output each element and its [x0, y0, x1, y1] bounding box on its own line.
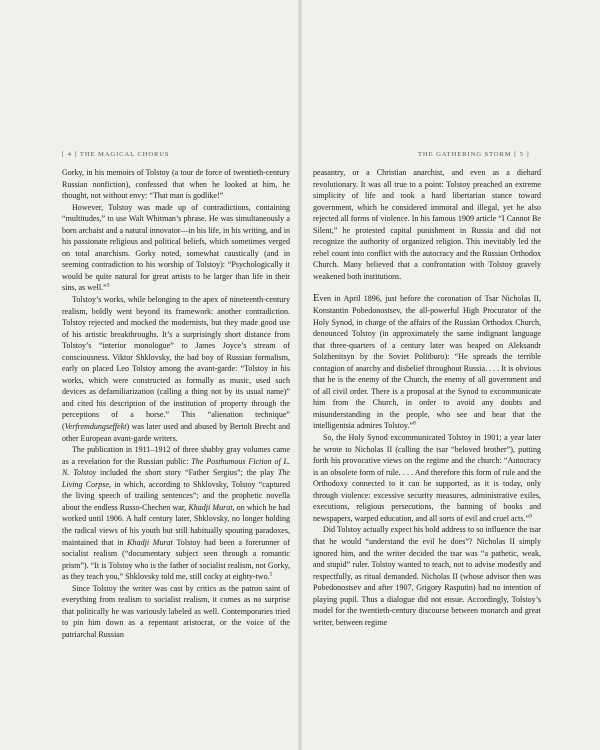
paragraph: The publication in 1911–1912 of three shabby gray volumes came as a revelation for the Russian public: The Posthumous Fiction of L. N. Tolstoy included the short story “Father Sergius”; the play The Living Corpse, in which, according to Shklovsky, Tolstoy “captured the living speech of trailing sentences”; and the prophetic novella about the endless Russo-Chechen war, Khadji Murat, on which he had worked until 1906. A half century later, Shklovsky, no longer holding the radical views of his youth but still habitually spouting paradoxes, maintained that in Khadji Murat Tolstoy had been a forerunner of socialist realism (“documentary subject seen through a romantic prism”). “It is Tolstoy who is the father of socialist realism, not Gorky, as they teach you,” Shklovsky told me, still cocky at eighty-two.$^5$ — [62, 445, 291, 582]
left-running-header: [ 4 ] THE MAGICAL CHORUS — [62, 151, 170, 158]
right-page — [300, 0, 600, 750]
right-running-header: THE GATHERING STORM [ 5 ] — [418, 151, 530, 158]
paragraph: So, the Holy Synod excommunicated Tolstoy in 1901; a year later he wrote to Nicholas II (calling the tsar “beloved brother”), putting forth his provocative views on the regime and the church: “Autocracy is an obsolete form of rule. . . . And therefore this form of rule and the Orthodoxy connected to it can be supported, as it is today, only through violence: excessive security measures, administrative exiles, executions, religious persecutions, the banning of books and newspapers, warped education, and all sorts of evil and cruel acts.”$^9$ — [313, 433, 541, 523]
right-text-column — [313, 167, 541, 628]
left-text-column — [62, 167, 290, 640]
paragraph: Tolstoy’s works, while belonging to the apex of nineteenth-century realism, boldly went beyond its framework: another contradiction. Tolstoy rejected and mocked the modernists, but they made good use of his artistic breakthroughs. It’s a surprisingly short distance from Tolstoy’s “interior monologue” to James Joyce’s stream of consciousness. Viktor Shklovsky, the bad boy of Russian formalism, early on placed Leo Tolstoy among the avant-garde: “Tolstoy in his works, which were constructed as formally as music, used such devices as defamiliarization (calling a thing not by its usual name)” and cited his description of the institution of property through the perceptions of a horse.” This “alienation technique” (Verfremdungseffekt) was later used and abused by Bertolt Brecht and other European avant-garde writers. — [62, 295, 290, 443]
footnote-marker: 8 — [413, 420, 416, 427]
paragraph: Since Tolstoy the writer was cast by critics as the patron saint of everything from realism to socialist realism, it comes as no surprise that politically he was variously labeled as well. Contemporaries tried to pin him down as a repentant aristocrat, or the voice of the patriarchal Russian — [62, 583, 290, 639]
paragraph: peasantry, or a Christian anarchist, and even as a diehard revolutionary. It was all true to a point: Tolstoy preached an extreme simplicity of life and took a hard libertarian stance toward government, which he considered immoral and illegal, yet he also rejected all forms of violence. In his famous 1909 article “I Cannot Be Silent,” he protested capital punishment in Russia and did not recognize the authority of organized religion. This inevitably led the rebel count into conflict with the autocracy and the Russian Orthodox Church. Many believed that a confrontation with Tolstoy gravely weakened both institutions. — [313, 168, 541, 281]
section-start-paragraph: Even in April 1896, just before the coronation of Tsar Nicholas II, Konstantin Pobedonostsev, the all-powerful High Procurator of the Holy Synod, in charge of the affairs of the Russian Orthodox Church, denounced Tolstoy (in approximately the same indignant language that three-quarters of a century later was heaped on Aleksandr Solzhenitsyn by the Soviet Politburo): “He spreads the terrible contagion of anarchy and disbelief throughout Russia. . . . It is obvious that he is the enemy of the Church, the enemy of all government and of all civil order. There is a proposal at the Synod to excommunicate him from the Church, in order to avoid any doubts and misunderstanding in the people, who see and hear that the intelligentsia admires Tolstoy.”$^8$ — [313, 293, 541, 431]
drop-cap: E — [313, 293, 320, 305]
footnote-marker: 5 — [269, 571, 273, 578]
paragraph: Did Tolstoy actually expect his bold address to so influence the tsar that he would “understand the evil he does”? Nicholas II simply ignored him, and the writer decided the tsar was “a pathetic, weak, and stupid” ruler. Tolstoy wanted to teach, not to advise modestly and respectfully, as ritual demanded. Nicholas II (whose advisor then was Pobedonostsev and after 1907, Grigory Rasputin) had no intention of playing pupil. Thus a dialogue did not ensue. Accordingly, Tolstoy’s model for the twentieth-century discourse between monarch and great writer, between regime — [313, 525, 541, 627]
footnote-marker: 3 — [106, 282, 110, 289]
paragraph: However, Tolstoy was made up of contradictions, containing “multitudes,” to use Walt Whitman’s phrase. He was simultaneously a born archaist and a natural innovator—in his life, in his writing, and in his passionate religious and political beliefs, which sometimes verged on total anarchism. Gorky noted, somewhat caustically (and in seeming contradiction to his worship of Tolstoy): “Psychologically it would be quite natural for great artists to be larger than life in their sins, as well.”$^3$ — [62, 202, 290, 293]
paragraph: Gorky, in his memoirs of Tolstoy (a tour de force of twentieth-century Russian nonfiction), confessed that when he looked at him, he thought, not without envy: “That man is godlike!” — [62, 168, 290, 201]
footnote-marker: 9 — [529, 513, 532, 520]
